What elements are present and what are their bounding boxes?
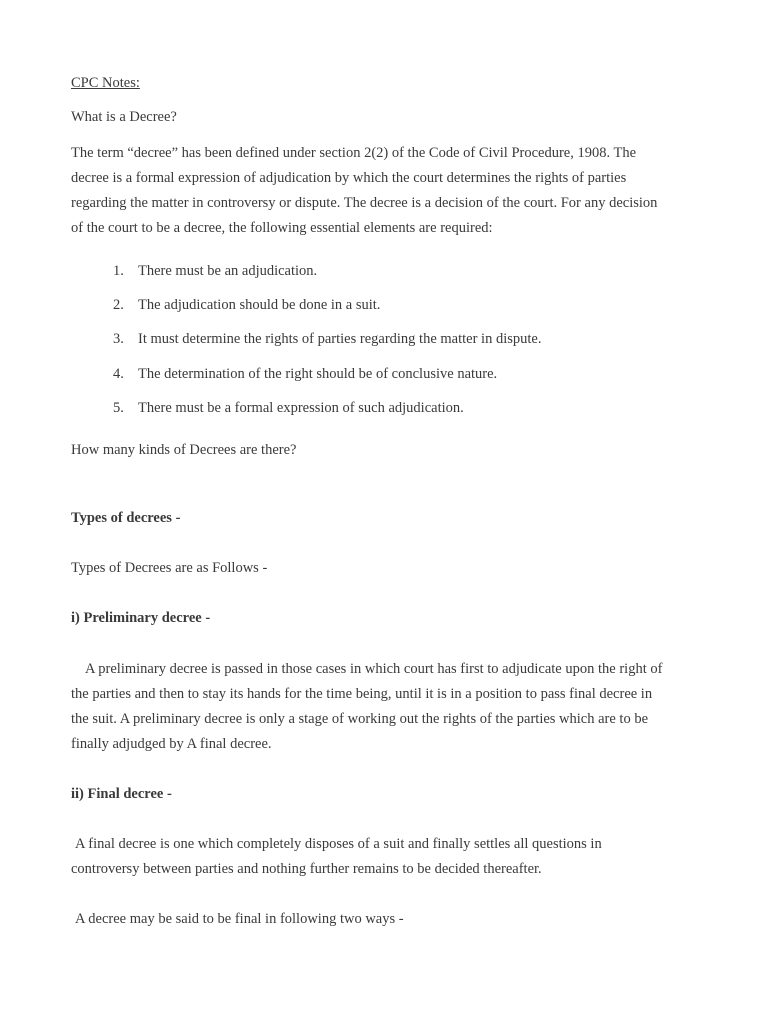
list-item-number: 1. <box>113 263 124 279</box>
preliminary-line: the parties and then to stay its hands for the time being, until it is in a position to pass final decree in <box>71 686 653 702</box>
question-what-is-decree: What is a Decree? <box>71 109 177 125</box>
final-ways-line: A decree may be said to be final in following two ways - <box>75 911 404 927</box>
list-item-text: The adjudication should be done in a suit. <box>138 297 381 313</box>
list-item-number: 3. <box>113 331 124 347</box>
types-intro: Types of Decrees are as Follows - <box>71 560 268 576</box>
list-item-number: 2. <box>113 297 124 313</box>
preliminary-line: A preliminary decree is passed in those cases in which court has first to adjudicate upon the right of <box>85 661 663 677</box>
list-item-number: 5. <box>113 400 124 416</box>
intro-line: The term “decree” has been defined under section 2(2) of the Code of Civil Procedure, 1908. The <box>71 145 637 161</box>
preliminary-decree-heading: i) Preliminary decree - <box>71 610 211 626</box>
document-title: CPC Notes: <box>71 75 140 91</box>
final-line: A final decree is one which completely disposes of a suit and finally settles all questions in <box>75 836 602 852</box>
types-heading: Types of decrees - <box>71 510 181 526</box>
intro-line: of the court to be a decree, the following essential elements are required: <box>71 220 493 236</box>
list-item-text: It must determine the rights of parties regarding the matter in dispute. <box>138 331 542 347</box>
preliminary-line: finally adjudged by A final decree. <box>71 736 272 752</box>
intro-line: decree is a formal expression of adjudication by which the court determines the rights of parties <box>71 170 627 186</box>
preliminary-line: the suit. A preliminary decree is only a stage of working out the rights of the parties which are to be <box>71 711 649 727</box>
final-decree-heading: ii) Final decree - <box>71 786 172 802</box>
list-item-number: 4. <box>113 366 124 382</box>
list-item-text: There must be an adjudication. <box>138 263 318 279</box>
list-item-text: There must be a formal expression of such adjudication. <box>138 400 464 416</box>
question-kinds-of-decrees: How many kinds of Decrees are there? <box>71 442 297 458</box>
list-item-text: The determination of the right should be of conclusive nature. <box>138 366 498 382</box>
intro-line: regarding the matter in controversy or dispute. The decree is a decision of the court. For any decision <box>71 195 658 211</box>
final-line: controversy between parties and nothing further remains to be decided thereafter. <box>71 861 542 877</box>
